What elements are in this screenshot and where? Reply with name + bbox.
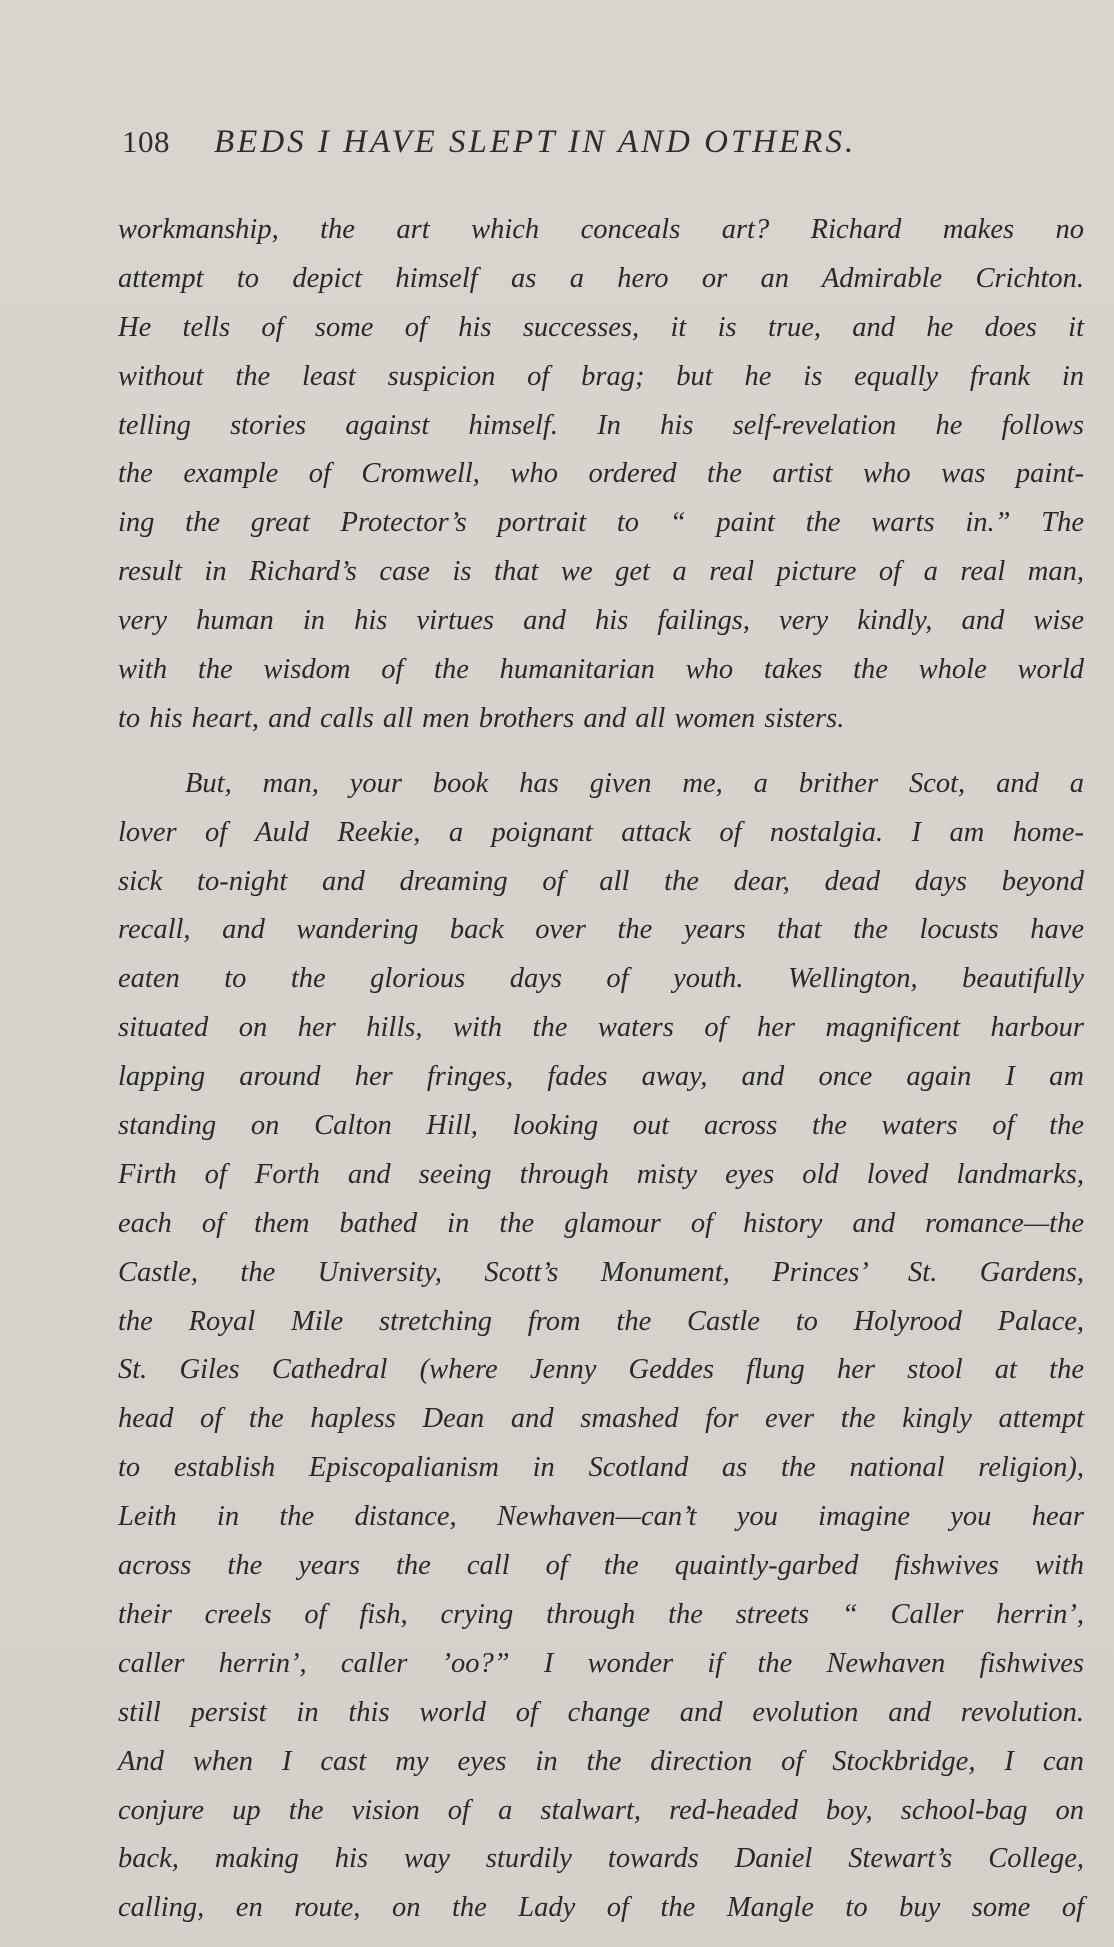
text-line: sick to-night and dreaming of all the dear, dead days beyond: [118, 865, 1084, 897]
text-line: conjure up the vision of a stalwart, red-headed boy, school-bag on: [118, 1794, 1084, 1826]
text-line: workmanship, the art which conceals art? Richard makes no: [118, 214, 1084, 245]
text-line: lover of Auld Reekie, a poignant attack of nostalgia. I am home-: [118, 816, 1084, 848]
text-line: Castle, the University, Scott’s Monument, Princes’ St. Gardens,: [118, 1256, 1084, 1288]
text-line: head of the hapless Dean and smashed for ever the kingly attempt: [118, 1403, 1084, 1435]
text-line: with the wisdom of the humanitarian who takes the whole world: [118, 654, 1084, 686]
text-line: calling, en route, on the Lady of the Mangle to buy some of: [118, 1892, 1084, 1924]
paragraph-2: [118, 760, 1084, 1933]
text-line: situated on her hills, with the waters of her magnificent harbour: [118, 1012, 1084, 1044]
text-line: to his heart, and calls all men brothers and all women sisters.: [118, 702, 845, 734]
running-title: BEDS I HAVE SLEPT IN AND OTHERS.: [214, 124, 857, 160]
text-line: standing on Calton Hill, looking out across the waters of the: [118, 1110, 1084, 1142]
text-line: the Royal Mile stretching from the Castle to Holyrood Palace,: [118, 1305, 1084, 1337]
text-line: the example of Cromwell, who ordered the artist who was paint-: [118, 458, 1084, 490]
text-line: eaten to the glorious days of youth. Wellington, beautifully: [118, 963, 1084, 995]
text-line: Leith in the distance, Newhaven—can’t you imagine you hear: [118, 1501, 1084, 1533]
text-line: recall, and wandering back over the years that the locusts have: [118, 914, 1084, 946]
text-line: very human in his virtues and his failings, very kindly, and wise: [118, 605, 1084, 637]
text-line: each of them bathed in the glamour of history and romance—the: [118, 1207, 1084, 1239]
running-header: [122, 124, 856, 174]
text-line: back, making his way sturdily towards Daniel Stewart’s College,: [118, 1843, 1084, 1875]
text-line: St. Giles Cathedral (where Jenny Geddes flung her stool at the: [118, 1354, 1084, 1386]
text-line: And when I cast my eyes in the direction of Stockbridge, I can: [118, 1745, 1084, 1777]
text-line: their creels of fish, crying through the streets “ Caller herrin’,: [118, 1598, 1084, 1630]
text-line: Firth of Forth and seeing through misty eyes old loved landmarks,: [118, 1158, 1084, 1190]
text-line: to establish Episcopalianism in Scotland as the national religion),: [118, 1452, 1084, 1484]
text-line: But, man, your book has given me, a brither Scot, and a: [185, 767, 1084, 799]
body-text: [118, 206, 1084, 1933]
text-line: without the least suspicion of brag; but he is equally frank in: [118, 360, 1084, 392]
text-line: He tells of some of his successes, it is true, and he does it: [118, 311, 1084, 343]
text-line: lapping around her fringes, fades away, and once again I am: [118, 1061, 1084, 1093]
paragraph-gap: [118, 744, 1084, 760]
text-line: result in Richard’s case is that we get a real picture of a real man,: [118, 556, 1084, 588]
page-number: 108: [122, 124, 170, 159]
text-line: across the years the call of the quaintly-garbed fishwives with: [118, 1550, 1084, 1582]
text-line: telling stories against himself. In his self-revelation he follows: [118, 409, 1084, 441]
text-line: caller herrin’, caller ’oo?” I wonder if the Newhaven fishwives: [118, 1647, 1084, 1679]
text-line: still persist in this world of change and evolution and revolution.: [118, 1696, 1084, 1728]
text-line: attempt to depict himself as a hero or an Admirable Crichton.: [118, 262, 1084, 294]
text-line: ing the great Protector’s portrait to “ paint the warts in.” The: [118, 507, 1084, 539]
paragraph-1: [118, 206, 1084, 744]
